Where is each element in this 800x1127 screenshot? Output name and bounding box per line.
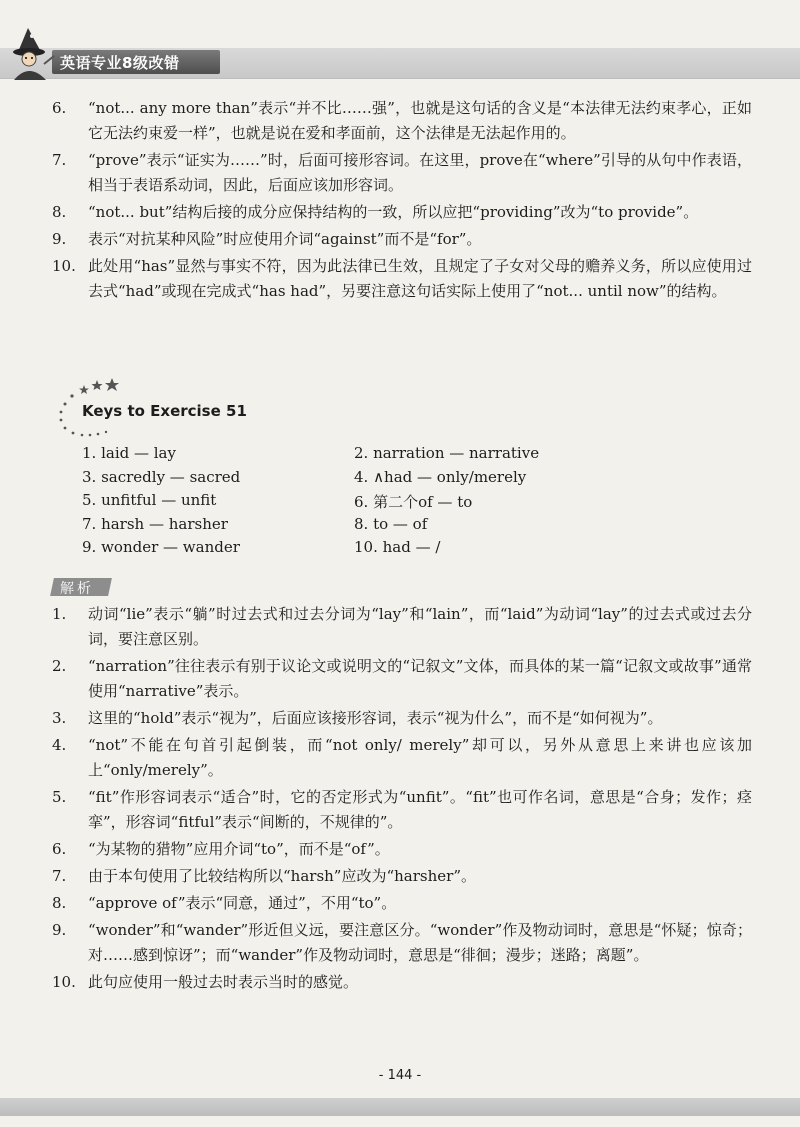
item-text: “wonder”和“wander”形近但义远，要注意区分。“wonder”作及物动词时，意思是“怀疑；惊奇；对……感到惊讶”；而“wander”作及物动词时，意思是“徘徊；漫步；迷路；离题”。: [88, 921, 752, 964]
list-item: [52, 706, 752, 731]
wizard-mascot-icon: [6, 26, 58, 80]
item-text: “为某物的猎物”应用介词“to”，而不是“of”。: [88, 840, 390, 858]
item-text: “approve of”表示“同意，通过”，不用“to”。: [88, 894, 397, 912]
item-number: 9.: [52, 230, 67, 248]
key-row: [82, 468, 642, 492]
item-text: “not... any more than”表示“并不比……强”，也就是这句话的含义是“本法律无法约束孝心，正如它无法约束爱一样”，也就是说在爱和孝面前，这个法律是无法起作用的。: [88, 99, 752, 142]
item-number: 2.: [52, 657, 67, 675]
key-answer: 6. 第二个of — to: [354, 493, 473, 511]
list-item: [52, 148, 752, 198]
item-text: “prove”表示“证实为……”时，后面可接形容词。在这里，prove在“where”引导的从句中作表语，相当于表语系动词，因此，后面应该加形容词。: [88, 151, 752, 194]
item-number: 8.: [52, 894, 67, 912]
explanations-top: [52, 96, 752, 306]
item-text: “not”不能在句首引起倒装，而“not only/ merely”却可以，另外从意思上来讲也应该加上“only/merely”。: [88, 736, 752, 779]
item-text: “fit”作形容词表示“适合”时，它的否定形式为“unfit”。“fit”也可作名词，意思是“合身；发作；痉挛”，形容词“fitful”表示“间断的，不规律的”。: [88, 788, 752, 831]
item-text: 这里的“hold”表示“视为”，后面应该接形容词，表示“视为什么”，而不是“如何视为”。: [88, 709, 663, 727]
key-answer: 1. laid — lay: [82, 444, 176, 462]
item-number: 10.: [52, 257, 76, 275]
list-item: [52, 227, 752, 252]
item-number: 6.: [52, 840, 67, 858]
list-item: [52, 654, 752, 704]
jiexi-label: 解析: [60, 581, 94, 597]
list-item: [52, 96, 752, 146]
list-item: [52, 602, 752, 652]
item-text: 此处用“has”显然与事实不符，因为此法律已生效，且规定了子女对父母的赡养义务，所以应使用过去式“had”或现在完成式“has had”，另要注意这句话实际上使用了“not... until now”的结构。: [88, 257, 752, 300]
item-number: 6.: [52, 99, 67, 117]
keys-grid: [82, 444, 642, 562]
list-item: [52, 891, 752, 916]
list-item: [52, 837, 752, 862]
item-number: 9.: [52, 921, 67, 939]
header-title: 英语专业8级改错: [60, 54, 180, 72]
keys-heading: [52, 376, 752, 436]
list-item: [52, 200, 752, 225]
item-text: 表示“对抗某种风险”时应使用介词“against”而不是“for”。: [88, 230, 482, 248]
key-row: [82, 515, 642, 539]
item-text: 此句应使用一般过去时表示当时的感觉。: [88, 973, 359, 991]
key-answer: 5. unfitful — unfit: [82, 491, 217, 509]
page-number: - 144 -: [378, 1068, 422, 1083]
key-row: [82, 444, 642, 468]
key-row: [82, 491, 642, 515]
list-item: [52, 785, 752, 835]
key-answer: 9. wonder — wander: [82, 538, 240, 556]
item-number: 8.: [52, 203, 67, 221]
key-answer: 2. narration — narrative: [354, 444, 540, 462]
item-text: “narration”往往表示有别于议论文或说明文的“记叙文”文体，而具体的某一篇“记叙文或故事”通常使用“narrative”表示。: [88, 657, 752, 700]
item-number: 4.: [52, 736, 67, 754]
key-answer: 3. sacredly — sacred: [82, 467, 241, 486]
item-number: 10.: [52, 973, 76, 991]
list-item: [52, 254, 752, 304]
list-item: [52, 864, 752, 889]
keys-title: Keys to Exercise 51: [82, 402, 247, 420]
list-item: [52, 918, 752, 968]
key-answer: 4. ∧had — only/merely: [354, 467, 527, 486]
explanations-bottom: [52, 602, 752, 997]
key-answer: 8. to — of: [354, 514, 428, 533]
item-number: 1.: [52, 605, 67, 623]
item-number: 7.: [52, 151, 67, 169]
key-answer: 7. harsh — harsher: [82, 514, 228, 533]
item-number: 7.: [52, 867, 67, 885]
key-answer: 10. had — /: [354, 538, 441, 556]
list-item: [52, 733, 752, 783]
item-number: 5.: [52, 788, 67, 806]
list-item: [52, 970, 752, 995]
key-row: [82, 538, 642, 562]
footer-band: [0, 1098, 800, 1116]
item-text: 动词“lie”表示“躺”时过去式和过去分词为“lay”和“lain”，而“laid”为动词“lay”的过去式或过去分词，要注意区别。: [88, 605, 752, 648]
item-number: 3.: [52, 709, 67, 727]
item-text: “not... but”结构后接的成分应保持结构的一致，所以应把“providing”改为“to provide”。: [88, 203, 699, 221]
item-text: 由于本句使用了比较结构所以“harsh”应改为“harsher”。: [88, 867, 476, 885]
